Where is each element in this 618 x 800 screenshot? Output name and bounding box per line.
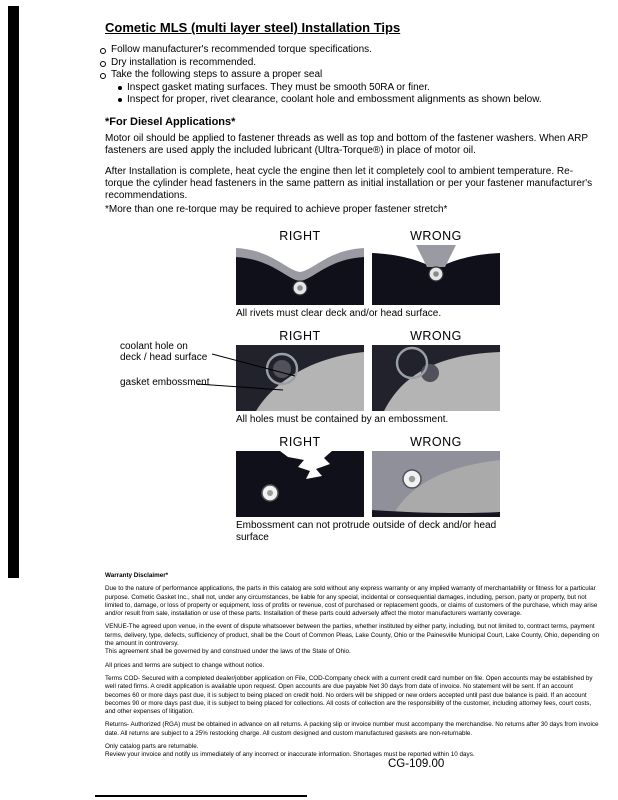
left-edge-bar [8,6,19,578]
diesel-paragraph: After Installation is complete, heat cycle the engine then let it completely cool to ambient temperature. Re-torque the cylinder head fasteners in the same pattern as initial installation or per your fastener manufacturer's recommendations. [105,166,593,201]
page-title: Cometic MLS (multi layer steel) Installation Tips [105,20,401,35]
retorque-note: *More than one re-torque may be required to achieve proper fastener stretch* [105,204,448,215]
right-label: RIGHT [279,435,321,449]
list-item [118,94,542,107]
tip-text: Inspect for proper, rivet clearance, coolant hole and embossment alignments as shown below. [127,94,542,105]
dot-bullet-icon [118,98,122,102]
page-edge-line [95,795,307,797]
embossment-right-diagram [236,451,364,517]
list-item [100,44,542,57]
disclaimer-paragraph: Terms COD- Secured with a completed dealer/jobber application on File, COD-Company check with a current credit card number on file. Open accounts may be established by well rated firms. A credit application is available upon request. Open accounts are due payable Net 30 days from date of invoice. No statement will be sent. If an account becomes 60 or more days past due, it is subject to being placed on credit hold. No orders will be shipped or new orders accepted until past due balance is paid. If an account becomes 90 or more days past due, it is subject to being placed for collections. All costs of collection are the responsibility of the customer, including attorney fees, court costs, and other expenses of litigation. [105,674,593,716]
callout-text: coolant hole on [120,341,188,352]
list-item [100,57,542,70]
diagram-header [236,329,500,343]
rivet-right-diagram [236,245,364,305]
tip-text: Dry installation is recommended. [111,56,257,68]
disclaimer-paragraph: Review your invoice and notify us immediately of any incorrect or inaccurate information. Shortages must be reported within 10 days. [105,751,475,759]
diagram-caption: Embossment can not protrude outside of deck and/or head surface [236,520,497,543]
right-label: RIGHT [279,229,321,243]
tip-text: Take the following steps to assure a proper seal [111,69,323,80]
disclaimer-paragraph: This agreement shall be governed by and construed under the laws of the State of Ohio. [105,648,351,656]
diagram-panels [236,451,500,517]
list-item [100,69,542,82]
tip-text: Follow manufacturer's recommended torque specifications. [111,44,372,55]
diagram-row-embossment [236,435,500,544]
dot-bullet-icon [118,86,122,90]
disclaimer-paragraph: All prices and terms are subject to change without notice. [105,661,265,669]
wrong-label: WRONG [410,229,462,243]
diesel-paragraph: Motor oil should be applied to fastener threads as well as top and bottom of the fastener washers. When ARP fasteners are used apply the included lubricant (Ultra-Torque®) in place of motor oil. [105,133,588,156]
page-code: CG-109.00 [388,758,445,770]
embossment-wrong-diagram [372,451,500,517]
wrong-label: WRONG [410,329,462,343]
coolant-hole-wrong-diagram [372,345,500,411]
disclaimer-paragraph: Due to the nature of performance applications, the parts in this catalog are sold without any express warranty or any implied warranty of merchantability or fitness for a particular purpose. Cometic Gasket Inc., shall not, under any circumstances, be liable for any special, incidental or consequential damages, including, person, party or property, but not limited to, damage, or loss of property or equipment, loss of profits or revenue, cost of purchased or replacement goods, or claims of customers of the purchase, which may arise and/or result from sale, installation or use of these parts. Installation of these parts could adversely affect the motor manufacturers warranty coverage. [105,585,598,618]
diagram-row-rivets [236,229,500,320]
disclaimer-heading: Warranty Disclaimer* [105,572,169,579]
wrong-label: WRONG [410,435,462,449]
rivet-wrong-diagram [372,245,500,305]
callout-connector-lines [195,345,310,400]
callout-text: deck / head surface [120,352,208,363]
diagram-caption: All rivets must clear deck and/or head surface. [236,308,442,319]
gasket-embossment-callout: gasket embossment [120,377,210,388]
diagram-panels [236,245,500,305]
diesel-heading: *For Diesel Applications* [105,116,236,128]
disclaimer-paragraph: VENUE-The agreed upon venue, in the event of dispute whatsoever between the parties, whether instituted by either party, including, but not limited to, contract terms, payment terms, delivery, type, defects, sufficiency of product, shall be the Court of Common Pleas, Lake County, Ohio or the Painesville Municipal Court, Lake County, Ohio, depending on the amount in controversy. [105,623,600,648]
circle-bullet-icon [100,48,106,54]
diagram-header [236,435,500,449]
circle-bullet-icon [100,61,106,67]
diagram-caption: All holes must be contained by an embossment. [236,414,449,425]
diagram-header [236,229,500,243]
disclaimer-paragraph: Returns- Authorized (RGA) must be obtained in advance on all returns. A packing slip or invoice number must accompany the merchandise. No returns after 30 days from invoice date. All returns are subject to a 25% restocking charge. All custom designed and custom manufactured gaskets are non-returnable. [105,721,599,737]
list-item [118,82,542,95]
tip-text: Inspect gasket mating surfaces. They must be smooth 50RA or finer. [127,81,430,93]
disclaimer-paragraph: Only catalog parts are returnable. [105,743,199,751]
warranty-disclaimer [105,572,600,760]
tips-list [100,44,542,107]
right-label: RIGHT [279,329,321,343]
circle-bullet-icon [100,73,106,79]
